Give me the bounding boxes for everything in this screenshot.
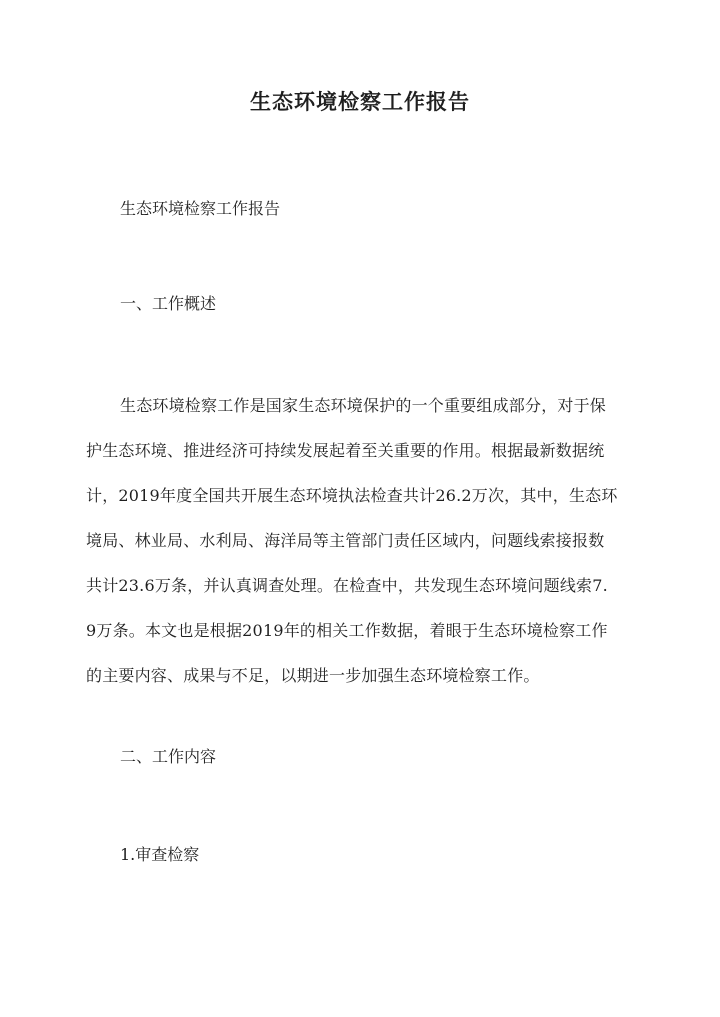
overview-paragraph: [86, 383, 634, 698]
paragraph-line: 的主要内容、成果与不足，以期进一步加强生态环境检察工作。: [86, 666, 540, 685]
document-title: 生态环境检察工作报告: [250, 89, 470, 114]
section-heading-content: 二、工作内容: [120, 747, 217, 766]
paragraph-line: 生态环境检察工作是国家生态环境保护的一个重要组成部分，对于保: [120, 396, 607, 415]
paragraph-line: 境局、林业局、水利局、海洋局等主管部门责任区域内，问题线索接报数: [86, 531, 605, 550]
paragraph-line: 9万条。本文也是根据2019年的相关工作数据，着眼于生态环境检察工作: [86, 621, 608, 640]
section-heading-overview: 一、工作概述: [120, 294, 217, 313]
subsection-heading-review: 1.审查检察: [120, 845, 200, 864]
document-subtitle: 生态环境检察工作报告: [120, 199, 281, 218]
paragraph-line: 共计23.6万条，并认真调查处理。在检查中，共发现生态环境问题线索7.: [86, 576, 608, 595]
paragraph-line: 护生态环境、推进经济可持续发展起着至关重要的作用。根据最新数据统: [86, 441, 605, 460]
paragraph-line: 计，2019年度全国共开展生态环境执法检查共计26.2万次，其中，生态环: [86, 486, 618, 505]
